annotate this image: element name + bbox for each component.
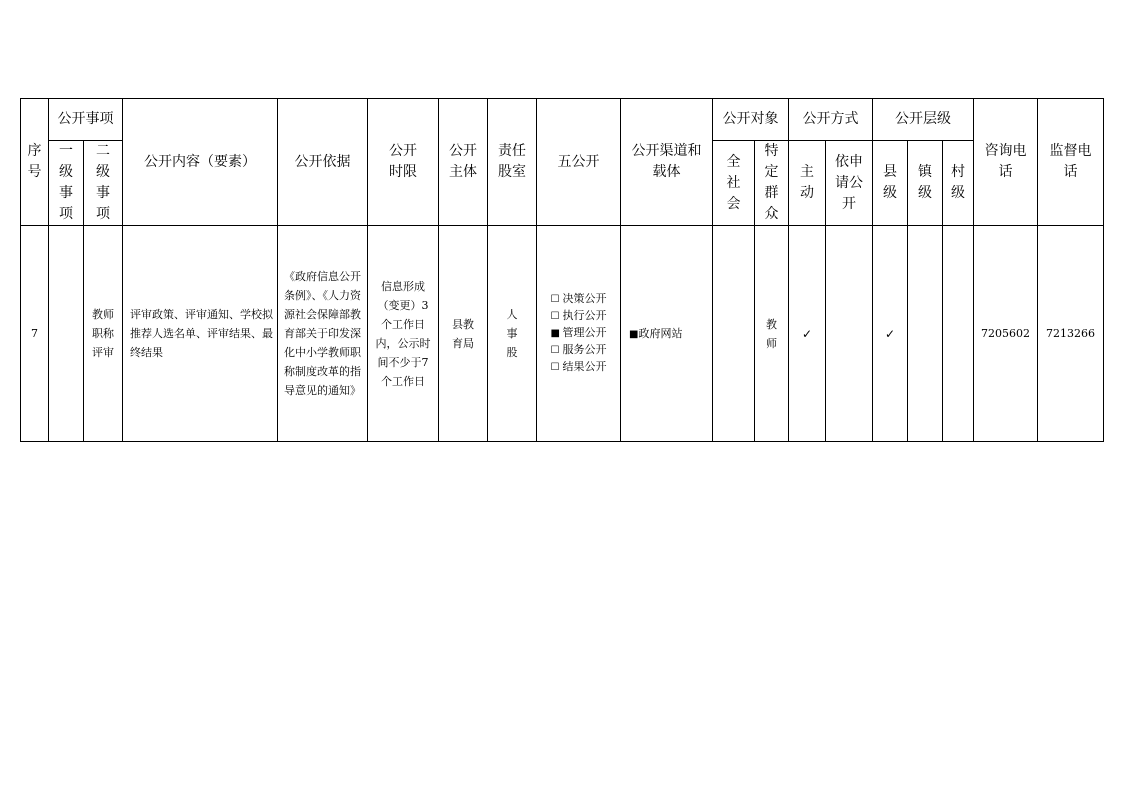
checkbox-icon: ☐ bbox=[550, 362, 560, 373]
header-target-specific: 特定群众 bbox=[755, 141, 789, 226]
cell-basis: 《政府信息公开条例》、《人力资源社会保障部教育部关于印发深化中小学教师职称制度改革的指导意见的通知》 bbox=[278, 226, 368, 442]
header-level-village: 村级 bbox=[943, 141, 974, 226]
checkbox-icon: ☐ bbox=[550, 311, 560, 322]
header-method-request: 依申请公开 bbox=[826, 141, 873, 226]
header-time-limit: 公开时限 bbox=[368, 99, 439, 226]
cell-method-active bbox=[789, 226, 826, 442]
disclosure-table bbox=[20, 98, 1104, 442]
five-open-item bbox=[551, 291, 607, 308]
five-open-label: 决策公开 bbox=[562, 292, 607, 305]
header-five-open: 五公开 bbox=[537, 99, 621, 226]
five-open-item bbox=[551, 342, 607, 359]
header-responsible: 责任股室 bbox=[488, 99, 537, 226]
cell-level2: 教师职称评审 bbox=[84, 226, 123, 442]
channel-label: 政府网站 bbox=[638, 326, 683, 340]
cell-time-limit: 信息形成（变更）3个工作日内，公示时间不少于7个工作日 bbox=[368, 226, 439, 442]
header-supervise-phone: 监督电话 bbox=[1038, 99, 1104, 226]
header-content: 公开内容（要素） bbox=[123, 99, 278, 226]
five-open-item bbox=[551, 308, 607, 325]
cell-responsible: 人事股 bbox=[488, 226, 537, 442]
checkbox-checked-icon: ■ bbox=[629, 328, 639, 340]
cell-method-request bbox=[826, 226, 873, 442]
header-method-active: 主动 bbox=[789, 141, 826, 226]
cell-target-all bbox=[713, 226, 755, 442]
five-open-list bbox=[551, 291, 607, 376]
checkbox-checked-icon: ■ bbox=[550, 328, 560, 339]
cell-content: 评审政策、评审通知、学校拟推荐人选名单、评审结果、最终结果 bbox=[123, 226, 278, 442]
header-level-county: 县级 bbox=[873, 141, 908, 226]
header-consult-phone: 咨询电话 bbox=[974, 99, 1038, 226]
checkmark-icon: ✓ bbox=[884, 326, 896, 341]
cell-level-village bbox=[943, 226, 974, 442]
five-open-label: 结果公开 bbox=[562, 360, 607, 373]
cell-channel bbox=[621, 226, 713, 442]
five-open-label: 执行公开 bbox=[562, 309, 607, 322]
header-method-group: 公开方式 bbox=[789, 99, 873, 141]
cell-five-open bbox=[537, 226, 621, 442]
cell-supervise-phone: 7213266 bbox=[1038, 226, 1104, 442]
cell-seq: 7 bbox=[21, 226, 49, 442]
cell-level1 bbox=[49, 226, 84, 442]
five-open-label: 管理公开 bbox=[562, 326, 607, 339]
checkbox-icon: ☐ bbox=[550, 345, 560, 356]
header-basis: 公开依据 bbox=[278, 99, 368, 226]
table-row bbox=[21, 226, 1104, 442]
header-item-group: 公开事项 bbox=[49, 99, 123, 141]
cell-target-specific: 教师 bbox=[755, 226, 789, 442]
header-subject: 公开主体 bbox=[439, 99, 488, 226]
header-item-level2: 二级事项 bbox=[84, 141, 123, 226]
five-open-item bbox=[551, 359, 607, 376]
header-level-town: 镇级 bbox=[908, 141, 943, 226]
header-target-all: 全社会 bbox=[713, 141, 755, 226]
checkmark-icon: ✓ bbox=[801, 326, 813, 341]
cell-level-county bbox=[873, 226, 908, 442]
header-seq: 序号 bbox=[21, 99, 49, 226]
header-level-group: 公开层级 bbox=[873, 99, 974, 141]
header-channel: 公开渠道和载体 bbox=[621, 99, 713, 226]
header-target-group: 公开对象 bbox=[713, 99, 789, 141]
five-open-item bbox=[551, 325, 607, 342]
cell-level-town bbox=[908, 226, 943, 442]
checkbox-icon: ☐ bbox=[550, 294, 560, 305]
cell-consult-phone: 7205602 bbox=[974, 226, 1038, 442]
five-open-label: 服务公开 bbox=[562, 343, 607, 356]
header-item-level1: 一级事项 bbox=[49, 141, 84, 226]
cell-subject: 县教育局 bbox=[439, 226, 488, 442]
